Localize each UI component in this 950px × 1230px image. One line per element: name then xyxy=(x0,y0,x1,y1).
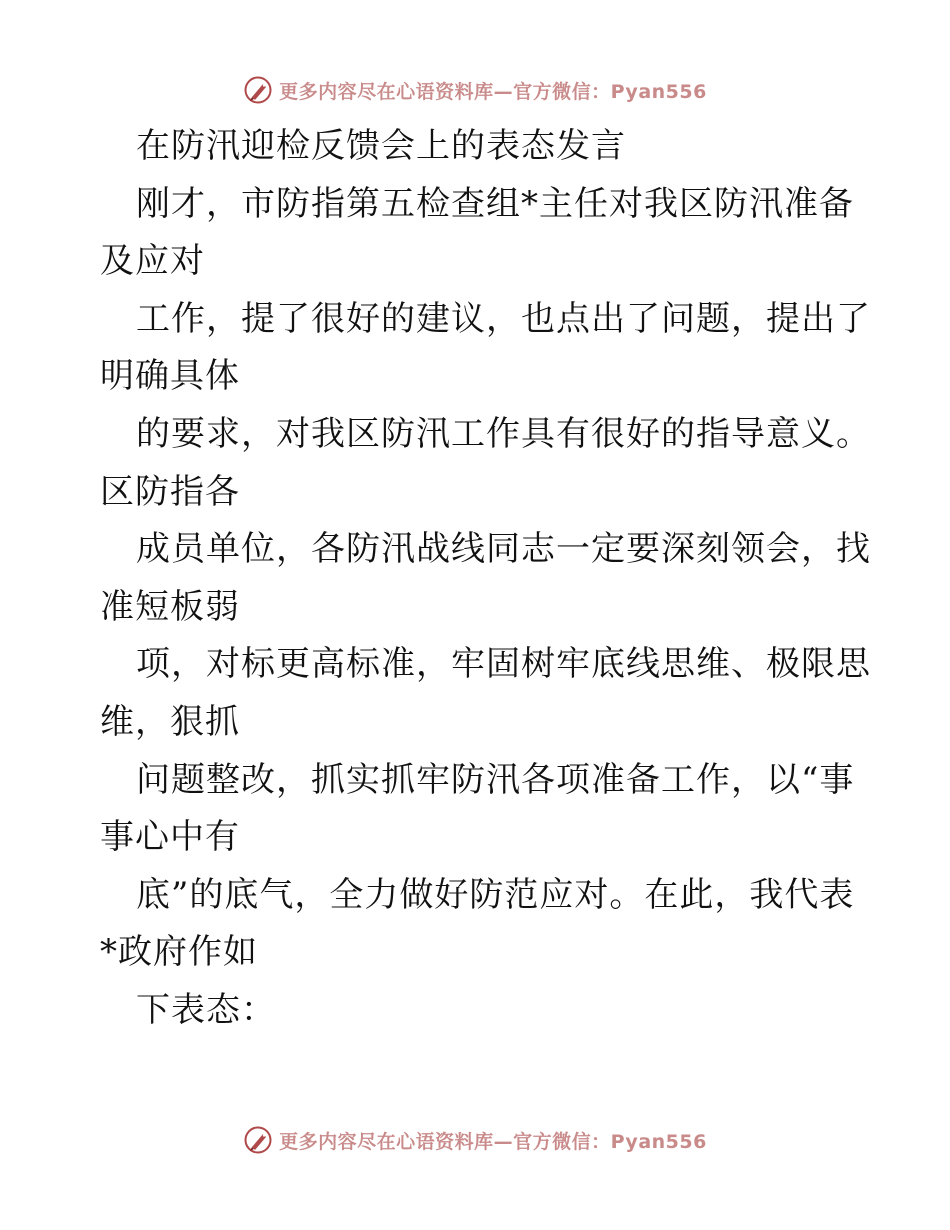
paragraph-line: 成员单位，各防汛战线同志一定要深刻领会，找 xyxy=(136,529,871,570)
paragraph-line: 事心中有 xyxy=(100,817,240,858)
paragraph-line: 刚才，市防指第五检查组*主任对我区防汛准备 xyxy=(136,183,854,224)
header-watermark xyxy=(0,70,950,110)
watermark-text: 更多内容尽在心语资料库—官方微信：Pyan556 xyxy=(279,1130,707,1153)
document-title: 在防汛迎检反馈会上的表态发言 xyxy=(136,126,626,166)
paragraph-line: 工作，提了很好的建议，也点出了问题，提出了 xyxy=(136,298,871,339)
paragraph-line: 及应对 xyxy=(100,241,205,282)
paragraph-line: 的要求，对我区防汛工作具有很好的指导意义。 xyxy=(136,413,871,454)
paragraph-line: 明确具体 xyxy=(100,356,240,397)
paragraph-line: 维，狠抓 xyxy=(100,701,240,742)
pen-logo-icon xyxy=(243,1125,273,1155)
paragraph-line: 准短板弱 xyxy=(100,586,240,627)
paragraph-line: 区防指各 xyxy=(100,471,240,512)
paragraph-line: 项，对标更高标准，牢固树牢底线思维、极限思 xyxy=(136,644,871,685)
document-body xyxy=(100,118,871,1040)
footer-watermark xyxy=(0,1120,950,1160)
watermark-text: 更多内容尽在心语资料库—官方微信：Pyan556 xyxy=(279,80,707,103)
paragraph-line: 下表态： xyxy=(136,989,276,1030)
paragraph-line: *政府作如 xyxy=(100,932,258,973)
paragraph-line: 问题整改，抓实抓牢防汛各项准备工作，以“事 xyxy=(136,759,855,800)
pen-logo-icon xyxy=(243,75,273,105)
paragraph-line: 底”的底气，全力做好防范应对。在此，我代表 xyxy=(136,874,855,915)
